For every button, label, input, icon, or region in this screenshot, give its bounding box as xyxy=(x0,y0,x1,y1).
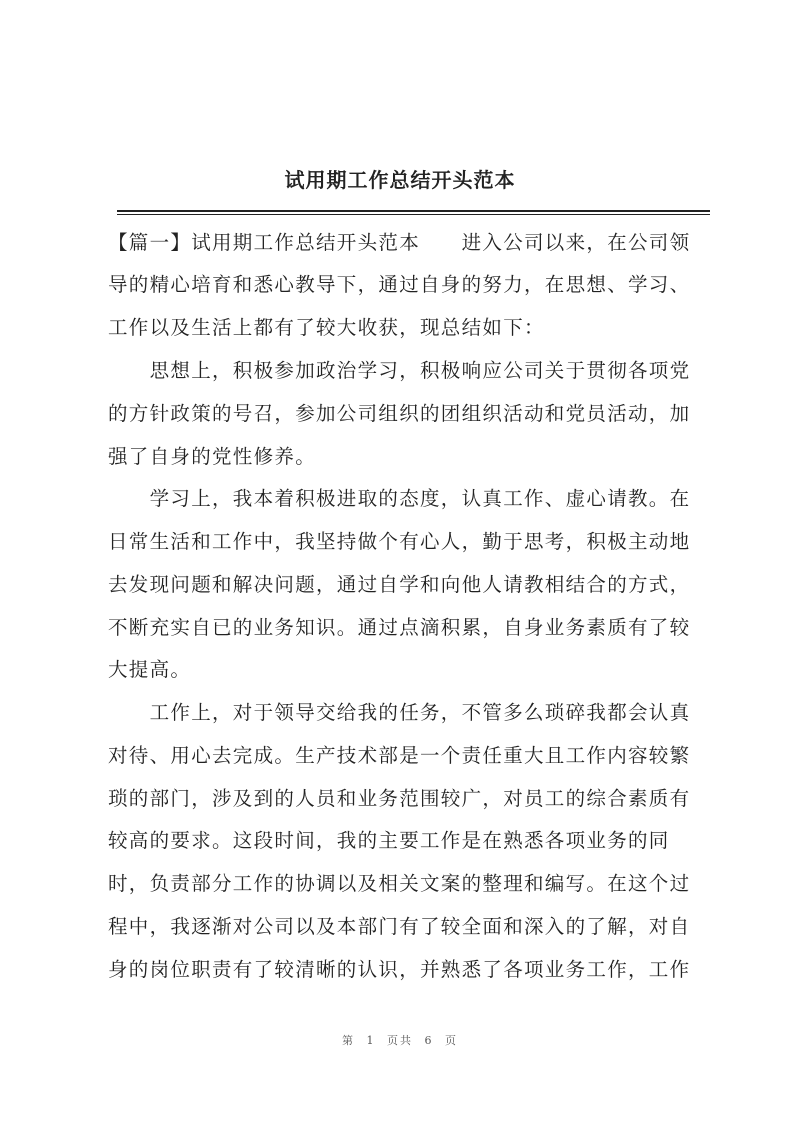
text-line: 工作以及生活上都有了较大收获，现总结如下： xyxy=(108,316,545,339)
text-line: 日常生活和工作中，我坚持做个有心人，勤于思考，积极主动地 xyxy=(108,530,691,553)
text-line: 强了自身的党性修养。 xyxy=(108,445,317,468)
text-line: 导的精心培育和悉心教导下，通过自身的努力，在思想、学习、 xyxy=(108,273,691,296)
document-title: 试用期工作总结开头范本 xyxy=(284,168,516,192)
text-line: 时，负责部分工作的协调以及相关文案的整理和编写。在这个过 xyxy=(108,872,691,895)
text-line: 不断充实自已的业务知识。通过点滴积累，自身业务素质有了较 xyxy=(108,616,691,639)
text-line: 思想上，积极参加政治学习，积极响应公司关于贯彻各项党 xyxy=(108,359,691,382)
text-line: 较高的要求。这段时间，我的主要工作是在熟悉各项业务的同 xyxy=(108,829,670,852)
text-line: 去发现问题和解决问题，通过自学和向他人请教相结合的方式， xyxy=(108,573,691,596)
text-line: 大提高。 xyxy=(108,658,192,681)
title-rule-thin xyxy=(117,214,710,215)
text-line: 对待、用心去完成。生产技术部是一个责任重大且工作内容较繁 xyxy=(108,744,691,767)
text-line: 学习上，我本着积极进取的态度，认真工作、虚心请教。在 xyxy=(108,487,691,510)
text-line: 琐的部门，涉及到的人员和业务范围较广，对员工的综合素质有 xyxy=(108,787,691,810)
text-line: 的方针政策的号召，参加公司组织的团组织活动和党员活动，加 xyxy=(108,402,691,425)
text-line: 工作上，对于领导交给我的任务，不管多么琐碎我都会认真 xyxy=(108,701,691,724)
title-rule-thick xyxy=(117,210,710,212)
text-line: 身的岗位职责有了较清晰的认识，并熟悉了各项业务工作，工作 xyxy=(108,958,691,981)
text-line: 程中，我逐渐对公司以及本部门有了较全面和深入的了解，对自 xyxy=(108,915,691,938)
page-number: 第 1 页共 6 页 xyxy=(342,1034,458,1047)
text-line: 【篇一】试用期工作总结开头范本 进入公司以来，在公司领 xyxy=(108,231,691,254)
